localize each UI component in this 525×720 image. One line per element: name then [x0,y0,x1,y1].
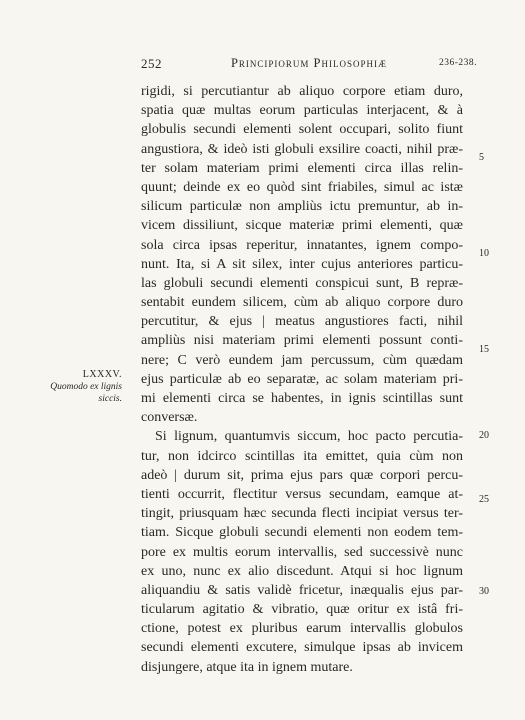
text-line: tingit, priusquam hæc secunda flecti incipiat versus ter- [141,506,463,522]
text-line: mi elementi circa se habentes, in ignis scintillas sunt [141,391,463,406]
text-line: tiam. Sicque globuli secundi elementi non eodem tem- [141,525,463,541]
text-line: adeò | durum sit, prima ejus pars quæ corpori percu- [141,467,463,483]
page-header [141,56,477,74]
line-number: 15 [479,344,489,355]
text-line: disjungere, atque ita in ignem mutare. [141,659,353,675]
text-line: nunt. Ita, si A sit silex, inter cujus anteriores particu- [141,256,463,272]
text-line: ctione, potest ex pluribus earum intervallis globulos [141,621,463,637]
text-line: rigidi, si percutiantur ab aliquo corpore etiam duro, [141,84,463,99]
text-line: angustiora, & ideò isti globuli exsilire coacti, nihil præ- [141,141,463,157]
text-line: globulis secundi elementi solent occupari, solito fiunt [141,122,463,138]
text-line: tur, non idcirco scintillas ita emittet, quia cùm non [141,448,463,464]
line-number: 25 [479,494,489,505]
text-line: aliquandiu & satis validè fricetur, inæqualis ejus par- [141,582,463,598]
line-number: 5 [479,152,484,163]
margin-note-line: siccis. [98,394,122,404]
text-line: las globuli secundi elementi conspicui sunt, B repræ- [141,275,463,291]
text-line: pore ex multis eorum intervallis, sed successivè nunc [141,544,463,560]
text-line: sentabit eundem silicem, cùm ab aliquo corpore duro [141,295,463,311]
text-line: ticularum agitatio & vibratio, quæ oritur ex istâ fri- [141,602,463,618]
line-number: 20 [479,430,489,441]
section-range: 236-238. [438,58,477,68]
text-line: ter solam materiam primi elementi circa illas relin- [141,160,463,176]
text-line: secundi elementi excutere, simulque ipsas ab invicem [141,640,463,656]
text-line: conversæ. [141,410,198,426]
text-line: spatia quæ multas eorum particulas interjacent, & à [141,103,463,119]
text-line: Si lignum, quantumvis siccum, hoc pacto percutia- [155,429,463,445]
text-line: ejus particulæ ab eo separatæ, ac solam materiam pri- [141,371,463,387]
text-line: silicum particulæ non ampliùs ictu premuntur, ab in- [141,199,463,215]
margin-note [30,368,122,405]
running-title: Principiorum Philosophiæ [230,56,388,70]
text-line: ampliùs nisi materiam primi elementi possunt conti- [141,333,463,349]
text-line: sola circa ipsas reperitur, innatantes, ignem compo- [141,237,463,253]
text-line: tienti occurrit, flectitur versus secundam, eamque at- [141,486,463,502]
text-line: vicem dissiliunt, sicque materiæ primi elementi, quæ [141,218,463,234]
text-line: ex uno, nunc ex alio discedunt. Atqui si hoc lignum [141,563,463,579]
margin-note-line: Quomodo ex lignis [50,382,122,392]
body-text [141,82,463,677]
text-line: quunt; deinde ex eo quòd sint friabiles, simul ac istæ [141,179,463,195]
text-line: nere; C verò eundem jam percussum, cùm quædam [141,352,463,368]
line-number: 10 [479,248,489,259]
text-line: percutitur, & ejus | meatus angustiores facti, nihil [141,314,463,330]
page-number: 252 [141,56,162,71]
line-number: 30 [479,586,489,597]
margin-note-number: LXXXV. [82,369,122,380]
